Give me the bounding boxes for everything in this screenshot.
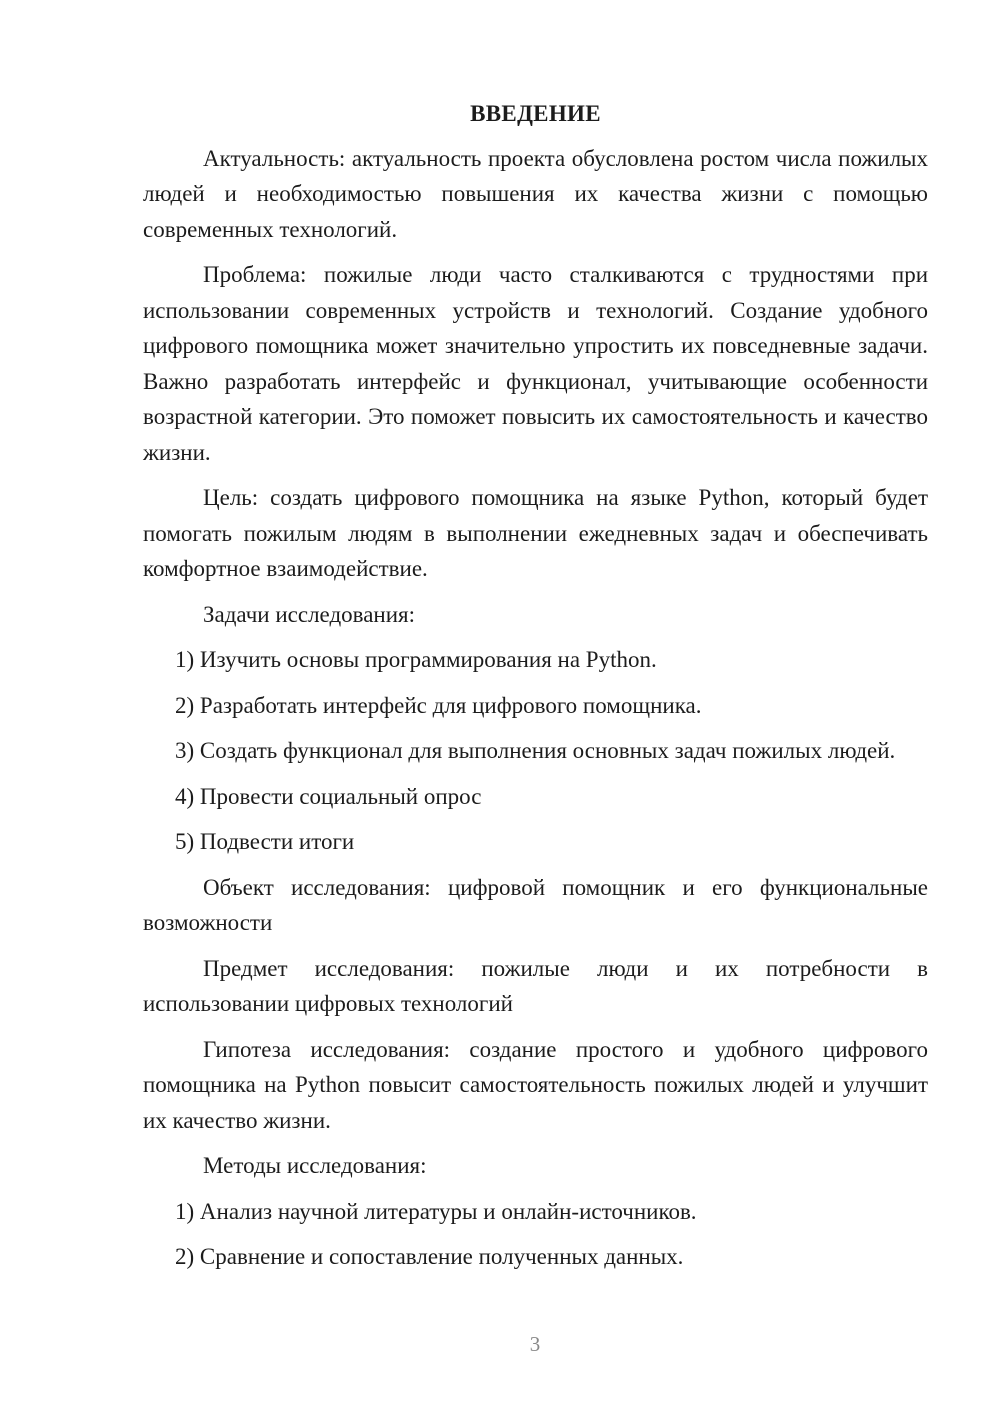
task-item-1: 1) Изучить основы программирования на Python.	[175, 647, 657, 672]
object-paragraph: Объект исследования: цифровой помощник и его функциональные возможности	[143, 874, 928, 935]
tasks-heading: Задачи исследования:	[203, 601, 416, 627]
goal-paragraph: Цель: создать цифрового помощника на языке Python, который будет помогать пожилым людям в выполнении ежедневных задач и обеспечивать комфортное взаимодействие.	[143, 485, 928, 581]
problem-paragraph: Проблема: пожилые люди часто сталкиваются с трудностями при использовании современных устройств и технологий. Создание удобного цифрового помощника может значительно упростить их повседневные задачи. Важно разработать интерфейс и функционал, учитывающие особенности возрастной категории. Это поможет повысить их самостоятельность и качество жизни.	[143, 262, 928, 465]
task-item-3: 3) Создать функционал для выполнения основных задач пожилых людей.	[175, 738, 896, 763]
hypothesis-paragraph: Гипотеза исследования: создание простого и удобного цифрового помощника на Python повысит самостоятельность пожилых людей и улучшит их качество жизни.	[143, 1036, 928, 1133]
task-item-4: 4) Провести социальный опрос	[175, 783, 482, 809]
page-number: 3	[529, 1332, 541, 1356]
method-item-1: 1) Анализ научной литературы и онлайн-источников.	[175, 1198, 697, 1224]
task-item-2: 2) Разработать интерфейс для цифрового помощника.	[175, 692, 702, 718]
subject-paragraph: Предмет исследования: пожилые люди и их потребности в использовании цифровых технологий	[143, 955, 928, 1016]
relevance-paragraph: Актуальность: актуальность проекта обусловлена ростом числа пожилых людей и необходимостью повышения их качества жизни с помощью современных технологий.	[143, 145, 928, 242]
method-item-2: 2) Сравнение и сопоставление полученных данных.	[175, 1244, 684, 1269]
document-page	[143, 96, 928, 1285]
section-title: ВВЕДЕНИЕ	[470, 101, 601, 126]
methods-heading: Методы исследования:	[203, 1153, 427, 1178]
task-item-5: 5) Подвести итоги	[175, 829, 355, 854]
